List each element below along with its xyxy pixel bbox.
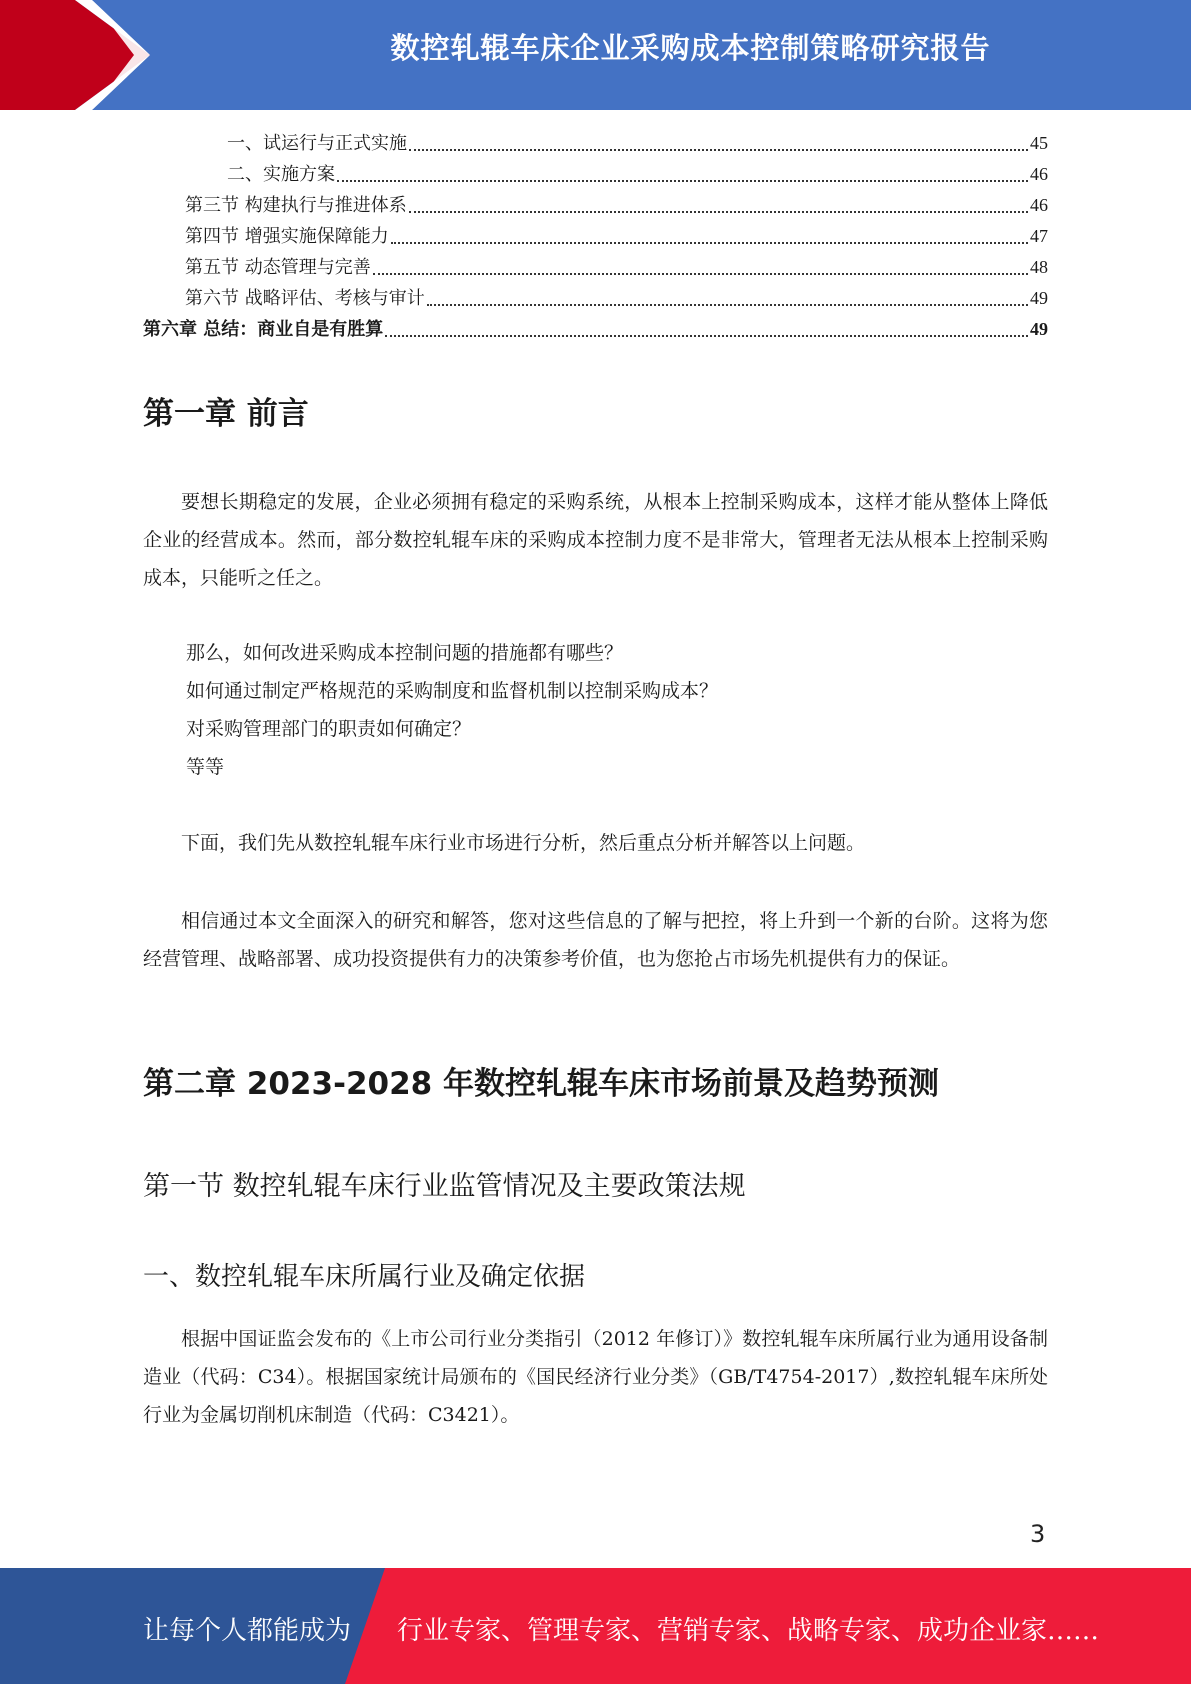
toc-entry-text: 一、试运行与正式实施	[227, 133, 407, 154]
question-line: 对采购管理部门的职责如何确定？	[186, 718, 472, 740]
red-chevron-icon	[0, 0, 200, 110]
toc-entry-page: 46	[1030, 164, 1048, 184]
footer-slogan-right: 行业专家、管理专家、营销专家、战略专家、成功企业家……	[397, 1616, 1100, 1646]
footer-slogan-left: 让每个人都能成为	[143, 1616, 352, 1646]
question-line: 等等	[186, 756, 225, 778]
toc-entry[interactable]	[143, 283, 1048, 314]
toc-entry-page: 45	[1030, 133, 1048, 153]
page-number: 3	[1030, 1520, 1046, 1548]
toc-entry-text: 二、实施方案	[227, 164, 335, 185]
header-banner	[0, 0, 1191, 110]
body-paragraph: 下面，我们先从数控轧辊车床行业市场进行分析，然后重点分析并解答以上问题。	[181, 832, 866, 854]
toc-entry-text: 第六章 总结：商业自是有胜算	[143, 319, 384, 340]
toc-leader-dots	[409, 148, 1028, 151]
question-line: 如何通过制定严格规范的采购制度和监督机制以控制采购成本？	[186, 680, 719, 702]
toc-entry-page: 47	[1030, 226, 1048, 246]
subsection-heading: 一、数控轧辊车床所属行业及确定依据	[143, 1262, 586, 1292]
footer-banner	[0, 1568, 1191, 1684]
toc-entry-text: 第五节 动态管理与完善	[185, 257, 371, 278]
question-line: 那么，如何改进采购成本控制问题的措施都有哪些？	[186, 642, 624, 664]
table-of-contents	[143, 128, 1048, 345]
toc-entry[interactable]	[143, 221, 1048, 252]
toc-leader-dots	[385, 334, 1028, 337]
toc-entry[interactable]	[143, 159, 1048, 190]
section-heading: 第一节 数控轧辊车床行业监管情况及主要政策法规	[143, 1171, 746, 1202]
toc-entry-page: 49	[1030, 288, 1048, 308]
toc-entry-text: 第六节 战略评估、考核与审计	[185, 288, 425, 309]
header-title: 数控轧辊车床企业采购成本控制策略研究报告	[390, 31, 991, 65]
chapter-heading: 第一章 前言	[143, 396, 309, 432]
toc-entry-page: 49	[1030, 319, 1048, 339]
body-paragraph: 要想长期稳定的发展，企业必须拥有稳定的采购系统，从根本上控制采购成本，这样才能从整体上降低企业的经营成本。然而，部分数控轧辊车床的采购成本控制力度不是非常大，管理者无法从根本上控制采购成本，只能听之任之。	[143, 491, 1048, 589]
toc-entry-text: 第四节 增强实施保障能力	[185, 226, 389, 247]
body-paragraph: 根据中国证监会发布的《上市公司行业分类指引（2012 年修订）》数控轧辊车床所属行业为通用设备制造业（代码：C34）。根据国家统计局颁布的《国民经济行业分类》（GB/T4754-2017）,数控轧辊车床所处行业为金属切削机床制造（代码：C3421）。	[143, 1328, 1048, 1426]
toc-entry-page: 48	[1030, 257, 1048, 277]
toc-entry[interactable]	[143, 314, 1048, 345]
toc-entry[interactable]	[143, 252, 1048, 283]
toc-entry[interactable]	[143, 190, 1048, 221]
toc-leader-dots	[391, 241, 1028, 244]
chapter-heading: 第二章 2023-2028 年数控轧辊车床市场前景及趋势预测	[143, 1066, 940, 1102]
toc-entry[interactable]	[143, 128, 1048, 159]
toc-leader-dots	[373, 272, 1028, 275]
toc-entry-text: 第三节 构建执行与推进体系	[185, 195, 407, 216]
toc-leader-dots	[427, 303, 1028, 306]
body-paragraph: 相信通过本文全面深入的研究和解答，您对这些信息的了解与把控，将上升到一个新的台阶。这将为您经营管理、战略部署、成功投资提供有力的决策参考价值，也为您抢占市场先机提供有力的保证。	[143, 910, 1048, 970]
toc-entry-page: 46	[1030, 195, 1048, 215]
toc-leader-dots	[337, 179, 1028, 182]
toc-leader-dots	[409, 210, 1028, 213]
